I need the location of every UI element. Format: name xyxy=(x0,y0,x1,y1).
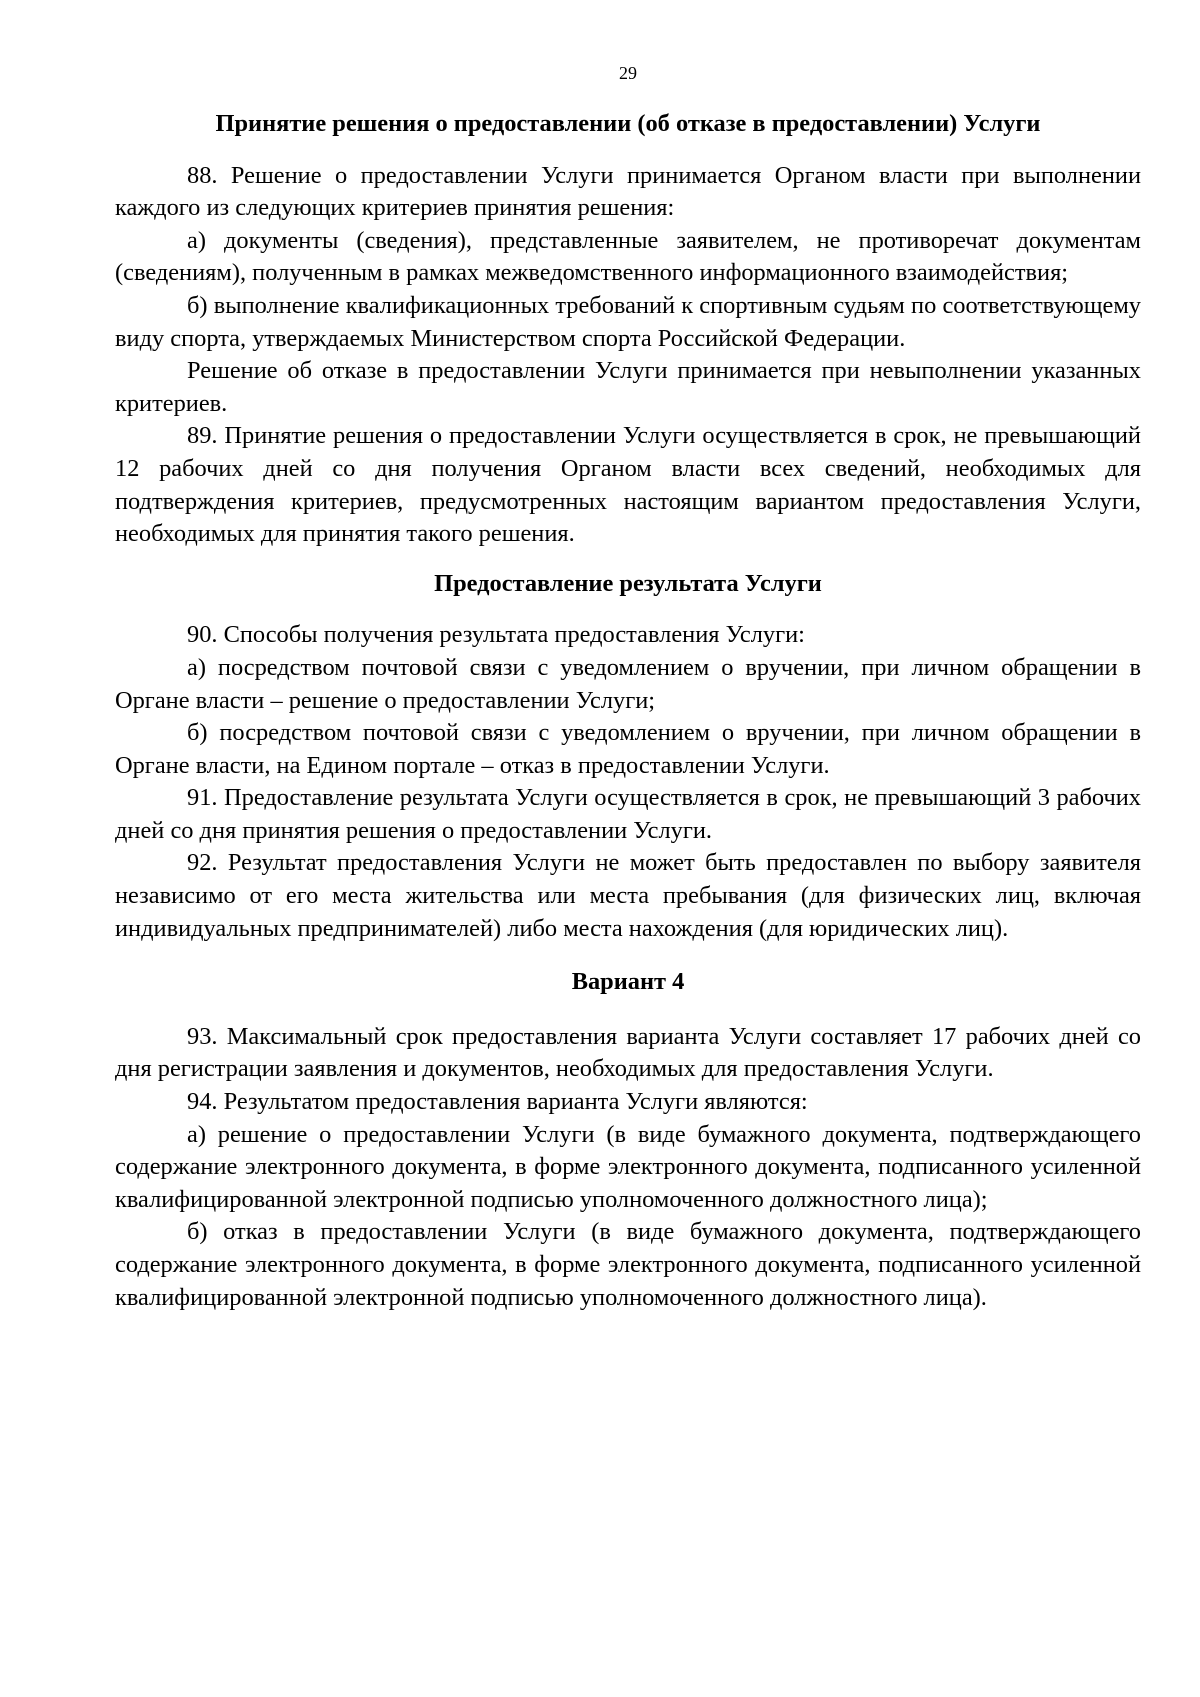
paragraph-91: 91. Предоставление результата Услуги осуществляется в срок, не превышающий 3 рабочих дней со дня принятия решения о предоставлении Услуги. xyxy=(115,784,1141,844)
page-number: 29 xyxy=(619,63,637,83)
paragraph-93: 93. Максимальный срок предоставления варианта Услуги составляет 17 рабочих дней со дня регистрации заявления и документов, необходимых для предоставления Услуги. xyxy=(115,1022,1141,1083)
paragraph-90-a: а) посредством почтовой связи с уведомлением о вручении, при личном обращении в Органе власти – решение о предоставлении Услуги; xyxy=(115,653,1141,714)
paragraph-refusal-decision: Решение об отказе в предоставлении Услуги принимается при невыполнении указанных критериев. xyxy=(115,357,1141,417)
paragraph-94: 94. Результатом предоставления варианта Услуги являются: xyxy=(187,1088,808,1116)
paragraph-89: 89. Принятие решения о предоставлении Услуги осуществляется в срок, не превышающий 12 рабочих дней со дня получения Органом власти всех сведений, необходимых для подтверждения критериев, предусмотренных настоящим вариантом предоставления Услуги, необходимых для принятия такого решения. xyxy=(115,422,1141,548)
section-heading-decision: Принятие решения о предоставлении (об отказе в предоставлении) Услуги xyxy=(215,110,1041,137)
section-heading-variant-4: Вариант 4 xyxy=(571,968,685,996)
paragraph-88: 88. Решение о предоставлении Услуги принимается Органом власти при выполнении каждого из следующих критериев принятия решения: xyxy=(115,161,1141,222)
paragraph-90-b: б) посредством почтовой связи с уведомлением о вручении, при личном обращении в Органе власти, на Едином портале – отказ в предоставлении Услуги. xyxy=(115,719,1141,779)
paragraph-90: 90. Способы получения результата предоставления Услуги: xyxy=(187,621,805,649)
paragraph-88-b: б) выполнение квалификационных требований к спортивным судьям по соответствующему виду спорта, утверждаемых Министерством спорта Российской Федерации. xyxy=(115,291,1141,352)
paragraph-88-a: а) документы (сведения), представленные заявителем, не противоречат документам (сведениям), полученным в рамках межведомственного информационного взаимодействия; xyxy=(115,226,1141,287)
paragraph-94-b: б) отказ в предоставлении Услуги (в виде бумажного документа, подтверждающего содержание электронного документа, в форме электронного документа, подписанного усиленной квалифицированной электронной подписью уполномоченного должностного лица). xyxy=(115,1218,1141,1311)
section-heading-result: Предоставление результата Услуги xyxy=(434,569,822,597)
document-page xyxy=(115,62,1141,1314)
paragraph-94-a: а) решение о предоставлении Услуги (в виде бумажного документа, подтверждающего содержание электронного документа, в форме электронного документа, подписанного усиленной квалифицированной электронной подписью уполномоченного должностного лица); xyxy=(115,1120,1141,1213)
paragraph-92: 92. Результат предоставления Услуги не может быть предоставлен по выбору заявителя независимо от его места жительства или места пребывания (для физических лиц, включая индивидуальных предпринимателей) либо места нахождения (для юридических лиц). xyxy=(115,849,1141,942)
